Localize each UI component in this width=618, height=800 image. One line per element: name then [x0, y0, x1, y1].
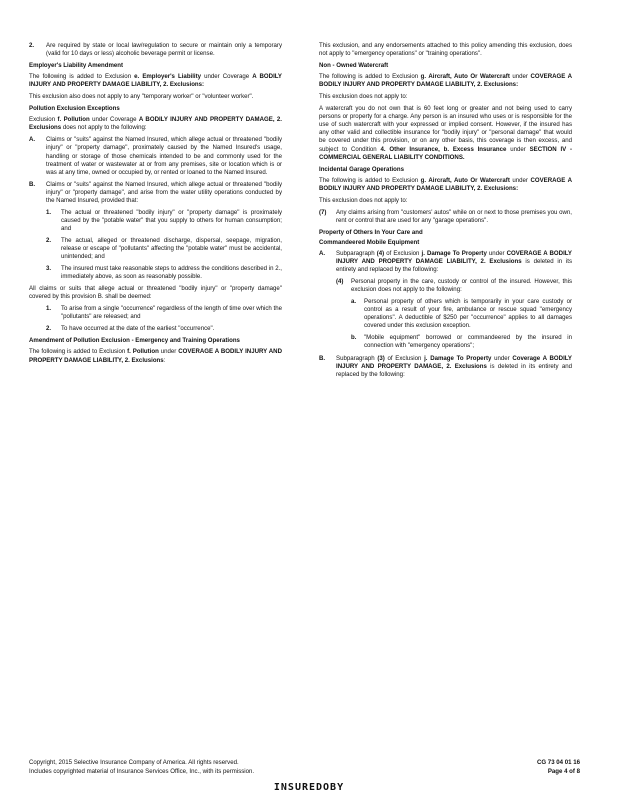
- employer-liability-text: The following is added to Exclusion e. Employer's Liability under Coverage A BODILY INJURY AND PROPERTY DAMAGE LIABILITY, 2. Exclusions:: [29, 73, 282, 89]
- item-text: Claims or "suits" against the Named Insured, which allege actual or threatened "bodily injury" or "property damage", and arise from the water utility operations conducted by the Named Insured, provided that:: [46, 180, 282, 204]
- commandeered-equipment-heading: Commandeered Mobile Equipment: [319, 238, 420, 246]
- item-text: Personal property of others which is temporarily in your care custody or control as a result of your fire, ambulance or rescue squad "emergency operations". A deductible of $250 per "occurrence" applies to all damages covered under this exclusion exception.: [364, 298, 572, 330]
- item-text: Subparagraph (4) of Exclusion j. Damage To Property under COVERAGE A BODILY INJURY AND PROPERTY DAMAGE LIABILITY, 2. Exclusions is deleted in its entirety and replaced by the following:: [336, 249, 572, 274]
- property-item-a4-a: [351, 298, 572, 330]
- non-owned-watercraft-text: The following is added to Exclusion g. Aircraft, Auto Or Watercraft under COVERAGE A BODILY INJURY AND PROPERTY DAMAGE LIABILITY, 2. Exclusions:: [319, 73, 572, 89]
- liquor-condition-item: [29, 42, 282, 58]
- deemed-item-2: [46, 325, 282, 333]
- item-label: 1.: [46, 305, 52, 313]
- pollution-exceptions-heading: Pollution Exclusion Exceptions: [29, 105, 120, 113]
- item-text: The insured must take reasonable steps to address the conditions described in 2., immediately above, as soon as reasonably possible.: [61, 265, 282, 281]
- incidental-garage-item-7: [319, 209, 572, 225]
- item-label: 2.: [46, 325, 52, 333]
- property-item-a: [319, 250, 572, 274]
- footer-form-info: [490, 758, 580, 776]
- emergency-operations-text: This exclusion, and any endorsements attached to this policy amending this exclusion, does not apply to "emergency operations" or "training operations".: [319, 42, 572, 58]
- pollution-exceptions-text: Exclusion f. Pollution under Coverage A BODILY INJURY AND PROPERTY DAMAGE, 2. Exclusions does not apply to the following:: [29, 116, 282, 132]
- item-text: Claims or "suits" against the Named Insured, which allege actual or threatened "bodily injury" or "property damage", proximately caused by the Named Insured's usage, handling or storage of those chemicals intended to be and commonly used for the treatment of water or wastewater at or from any premises, site or location which is or was at any time, owned or occupied by, or rented or loaned to the Named Insured.: [46, 136, 282, 176]
- form-number: CG 73 04 01 16: [536, 759, 580, 766]
- item-label: a.: [351, 298, 357, 306]
- amendment-pollution-text: The following is added to Exclusion f. Pollution under COVERAGE A BODILY INJURY AND PROPERTY DAMAGE LIABILITY, 2. Exclusions:: [29, 348, 282, 364]
- item-label: A.: [319, 249, 326, 257]
- copyright-line-1: Copyright, 2015 Selective Insurance Company of America. All rights reserved.: [29, 759, 239, 766]
- employer-liability-heading: Employer's Liability Amendment: [29, 62, 124, 70]
- incidental-garage-text: The following is added to Exclusion g. Aircraft, Auto Or Watercraft under COVERAGE A BODILY INJURY AND PROPERTY DAMAGE LIABILITY, 2. Exclusions:: [319, 176, 572, 192]
- item-label: A.: [29, 136, 36, 144]
- item-text: "Mobile equipment" borrowed or commandeered by the insured in connection with "emergency operations";: [364, 334, 572, 350]
- pollution-deemed-text: All claims or suits that allege actual or threatened "bodily injury" or "property damage" covered by this provision B. shall be deemed:: [29, 285, 282, 301]
- pollution-item-b1: [46, 209, 282, 233]
- item-text: The actual, alleged or threatened discharge, dispersal, seepage, migration, release or escape of "pollutants" affecting the "potable water" must be accidental, unintended; and: [61, 236, 282, 261]
- item-text: The actual or threatened "bodily injury" or "property damage" is proximately caused by the "potable water" that you supply to others for human consumption; and: [61, 208, 282, 232]
- property-of-others-heading: Property of Others In Your Care and: [319, 228, 423, 236]
- right-column: [319, 42, 572, 383]
- footer-copyright: [29, 758, 389, 776]
- employer-liability-text-2: This exclusion also does not apply to any "temporary worker" or "volunteer worker".: [29, 93, 254, 101]
- pollution-item-b: [29, 181, 282, 205]
- item-text: To arise from a single "occurrence" regardless of the length of time over which the "pollutants" are released; and: [61, 305, 282, 321]
- item-label: (4): [336, 278, 344, 286]
- copyright-line-2: Includes copyrighted material of Insurance Services Office, Inc., with its permission.: [29, 768, 255, 775]
- left-column: [29, 42, 282, 369]
- item-label: 3.: [46, 265, 52, 273]
- item-label: 1.: [46, 208, 52, 216]
- item-label: 2.: [29, 42, 35, 49]
- non-owned-watercraft-text-3: A watercraft you do not own that is 60 feet long or greater and not being used to carry persons or property for a charge. Any person is an insured who uses or is responsible for the use of such watercraft with your expressed or implied consent. However, if the insured has any other valid and collectible insurance for "bodily injury" or "personal damage" that would be covered under this provision, or on any other basis, this coverage is then excess, and subject to Condition 4. Other Insurance, b. Excess Insurance under SECTION IV - COMMERCIAL GENERAL LIABILITY CONDITIONS.: [319, 105, 573, 161]
- item-text: To have occurred at the date of the earliest "occurrence".: [61, 325, 215, 333]
- brand-watermark: INSUREDOBY: [273, 782, 345, 793]
- deemed-item-1: [46, 305, 282, 321]
- non-owned-watercraft-heading: Non - Owned Watercraft: [319, 62, 389, 70]
- incidental-garage-heading: Incidental Garage Operations: [319, 165, 404, 173]
- item-text: Subparagraph (3) of Exclusion j. Damage To Property under Coverage A BODILY INJURY AND PROPERTY DAMAGE, 2. Exclusions is deleted in its entirety and replaced by the following:: [336, 354, 572, 378]
- item-text: Personal property in the care, custody or control of the insured. However, this exclusion does not apply to the following:: [351, 278, 572, 294]
- non-owned-watercraft-text-2: This exclusion does not apply to:: [319, 93, 408, 101]
- item-text: Any claims arising from "customers' autos" while on or next to those premises you own, rent or control that are used for any "garage operations".: [336, 208, 572, 224]
- pollution-item-a: [29, 136, 282, 176]
- item-label: (7): [319, 208, 327, 216]
- item-text: Are required by state or local law/regulation to secure or maintain only a temporary (valid for 10 days or less) alcoholic beverage permit or license.: [46, 42, 282, 58]
- amendment-pollution-heading: Amendment of Pollution Exclusion - Emergency and Training Operations: [29, 337, 240, 345]
- property-item-b: [319, 355, 572, 379]
- incidental-garage-text-2: This exclusion does not apply to:: [319, 196, 408, 204]
- property-item-a4: [336, 278, 572, 294]
- item-label: B.: [29, 180, 36, 188]
- item-label: B.: [319, 354, 326, 362]
- property-item-a4-b: [351, 334, 572, 350]
- pollution-item-b2: [46, 237, 282, 261]
- pollution-item-b3: [46, 265, 282, 281]
- item-label: 2.: [46, 236, 52, 244]
- item-label: b.: [351, 334, 357, 342]
- page-number: Page 4 of 8: [547, 768, 580, 775]
